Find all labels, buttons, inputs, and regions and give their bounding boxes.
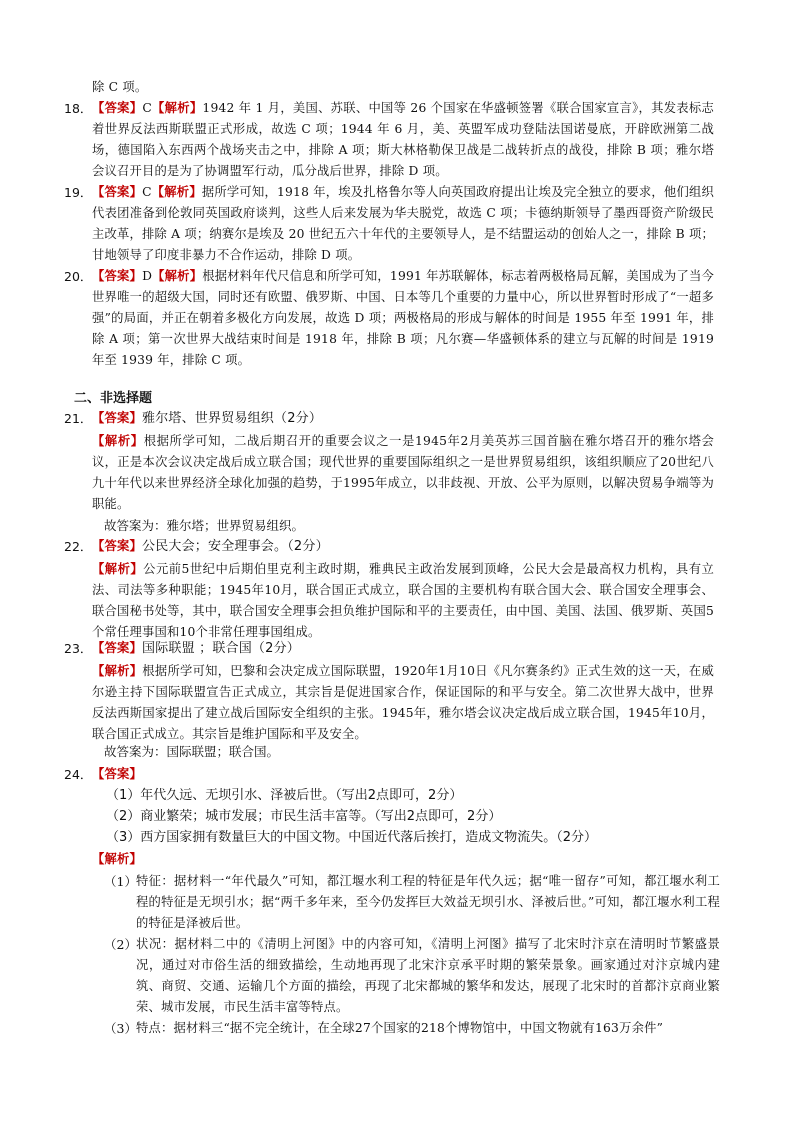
answer-value: 国际联盟 ；联合国（2分） bbox=[142, 641, 301, 656]
question-number-24: 24． bbox=[64, 767, 93, 782]
analysis-tag: 【解析】 bbox=[92, 562, 144, 576]
analysis-item-label: （1） bbox=[104, 874, 137, 889]
analysis-tag: 【解析】 bbox=[152, 269, 203, 283]
analysis-text: 1942 年 1 月，美国、苏联、中国等 26 个国家在华盛顿签署《联合国家宣言》，其发表标志着世界反法西斯联盟正式形成，故选 C 项；1944 年 6 月，美、英盟军成功登陆法国诺曼底，开辟欧洲第二战场，德国陷入东西两个战场夹击之中，排除 A 项；斯大林格勒保卫战是二战转折点的战役，排除 B 项；雅尔塔会议召开目的是为了协调盟军行动，瓜分战后世界，排除 D 项。 bbox=[92, 101, 714, 178]
section-title: 二、非选择题 bbox=[74, 391, 153, 406]
answer-value: D bbox=[142, 269, 153, 283]
analysis-item-text: 状况：据材料二中的《清明上河图》中的内容可知，《清明上河图》描写了北宋时汴京在清明时节繁盛景况，通过对市俗生活的细致描绘，生动地再现了北宋汴京承平时期的繁荣景象。画家通过对汴京城内建筑、商贸、交通、运输几个方面的描绘，再现了北宋都城的繁华和发达，展现了北宋时的首都汴京商业繁荣、城市发展，市民生活丰富等特点。 bbox=[136, 937, 720, 1014]
question-20-block bbox=[92, 266, 714, 371]
question-21-conclusion: 故答案为：雅尔塔；世界贸易组织。 bbox=[104, 518, 305, 533]
question-24-answer-1: （1）年代久远、无坝引水、泽被后世。（写出2点即可，2分） bbox=[106, 788, 463, 803]
question-22-answer bbox=[92, 536, 714, 557]
question-24-answer-tag bbox=[92, 764, 714, 785]
question-19-block bbox=[92, 182, 714, 266]
question-21-answer bbox=[92, 408, 714, 429]
answer-value: 公民大会；安全理事会。（2分） bbox=[142, 539, 329, 554]
question-number-20: 20． bbox=[64, 269, 93, 284]
question-23-answer bbox=[92, 638, 714, 659]
analysis-tag: 【解析】 bbox=[151, 185, 202, 199]
analysis-tag: 【解析】 bbox=[92, 664, 143, 678]
analysis-tag: 【解析】 bbox=[92, 852, 142, 866]
question-number-21: 21． bbox=[64, 411, 93, 426]
analysis-item-label: （2） bbox=[104, 937, 137, 952]
answer-tag: 【答案】 bbox=[92, 185, 143, 199]
answer-tag: 【答案】 bbox=[92, 641, 142, 655]
previous-item-tail: 除 C 项。 bbox=[92, 80, 148, 94]
answer-tag: 【答案】 bbox=[92, 539, 142, 553]
question-18-block bbox=[92, 98, 714, 182]
question-number-19: 19． bbox=[64, 185, 93, 200]
question-23-conclusion: 故答案为：国际联盟；联合国。 bbox=[104, 744, 280, 759]
question-number-23: 23． bbox=[64, 641, 93, 656]
question-number-22: 22． bbox=[64, 539, 93, 554]
analysis-item-text: 特点：据材料三“据不完全统计，在全球27个国家的218个博物馆中，中国文物就有163万余件” bbox=[136, 1021, 664, 1035]
analysis-text: 根据所学可知，二战后期召开的重要会议之一是1945年2月美英苏三国首脑在雅尔塔召开的雅尔塔会议，正是本次会议决定战后成立联合国；现代世界的重要国际组织之一是世界贸易组织，该组织顺应了20世纪八九十年代以来世界经济全球化加强的趋势，于1995年成立，以非歧视、开放、公平为原则，以解决贸易争端等为职能。 bbox=[92, 434, 714, 511]
question-21-analysis bbox=[92, 431, 714, 515]
answer-tag: 【答案】 bbox=[92, 101, 143, 115]
analysis-tag: 【解析】 bbox=[151, 101, 203, 115]
analysis-text: 公元前5世纪中后期伯里克利主政时期，雅典民主政治发展到顶峰，公民大会是最高权力机构，具有立法、司法等多种职能；1945年10月，联合国正式成立，联合国的主要机构有联合国大会、联合国安全理事会、联合国秘书处等，其中，联合国安全理事会担负维护国际和平的主要责任，由中国、美国、法国、俄罗斯、英国5个常任理事国和10个非常任理事国组成。 bbox=[92, 562, 714, 639]
question-22-analysis bbox=[92, 559, 714, 643]
answer-value: C bbox=[142, 101, 152, 115]
answer-tag: 【答案】 bbox=[92, 269, 143, 283]
answer-tag: 【答案】 bbox=[92, 767, 142, 781]
question-number-18: 18． bbox=[64, 101, 93, 116]
question-24-answer-2: （2）商业繁荣；城市发展；市民生活丰富等。（写出2点即可，2分） bbox=[106, 809, 502, 824]
analysis-item-text: 特征：据材料一“年代最久”可知，都江堰水利工程的特征是年代久远；据“唯一留存”可知，都江堰水利工程的特征是无坝引水；据“两千多年来，至今仍发挥巨大效益无坝引水、泽被后世。”可知，都江堰水利工程的特征是泽被后世。 bbox=[136, 874, 720, 930]
analysis-text: 根据所学可知，巴黎和会决定成立国际联盟，1920年1月10日《凡尔赛条约》正式生效的这一天，在威尔逊主持下国际联盟宣告正式成立，其宗旨是促进国家合作，保证国际的和平与安全。第二次世界大战中，世界反法西斯国家提出了建立战后国际安全组织的主张。1945年，雅尔塔会议决定战后成立联合国，1945年10月，联合国正式成立。其宗旨是维护国际和平及安全。 bbox=[92, 664, 714, 741]
question-23-analysis bbox=[92, 661, 714, 745]
answer-value: 雅尔塔、世界贸易组织（2分） bbox=[142, 411, 323, 426]
question-24-answer-3: （3）西方国家拥有数量巨大的中国文物。中国近代落后挨打，造成文物流失。（2分） bbox=[106, 830, 598, 845]
analysis-text: 据所学可知，1918 年，埃及扎格鲁尔等人向英国政府提出让埃及完全独立的要求，他们组织代表团准备到伦敦同英国政府谈判，这些人后来发展为华夫脱党，故选 C 项；卡德纳斯领导了墨西哥资产阶级民主改革，排除 A 项；纳赛尔是埃及 20 世纪五六十年代的主要领导人，是不结盟运动的创始人之一，排除 B 项；甘地领导了印度非暴力不合作运动，排除 D 项。 bbox=[92, 185, 714, 262]
analysis-tag: 【解析】 bbox=[92, 434, 144, 448]
answer-value: C bbox=[142, 185, 152, 199]
question-24-analysis-tag bbox=[92, 849, 714, 870]
answer-tag: 【答案】 bbox=[92, 411, 142, 425]
analysis-text: 根据材料年代尺信息和所学可知，1991 年苏联解体，标志着两极格局瓦解，美国成为了当今世界唯一的超级大国，同时还有欧盟、俄罗斯、中国、日本等几个重要的力量中心，所以世界暂时形成了“一超多强”的局面，并正在朝着多极化方向发展，故选 D 项；两极格局的形成与解体的时间是 1955 年至 1991 年，排除 A 项；第一次世界大战结束时间是 1918 年，排除 B 项；凡尔赛—华盛顿体系的建立与瓦解的时间是 1919 年至 1939 年，排除 C 项。 bbox=[92, 269, 714, 367]
analysis-item-label: （3） bbox=[104, 1021, 137, 1036]
